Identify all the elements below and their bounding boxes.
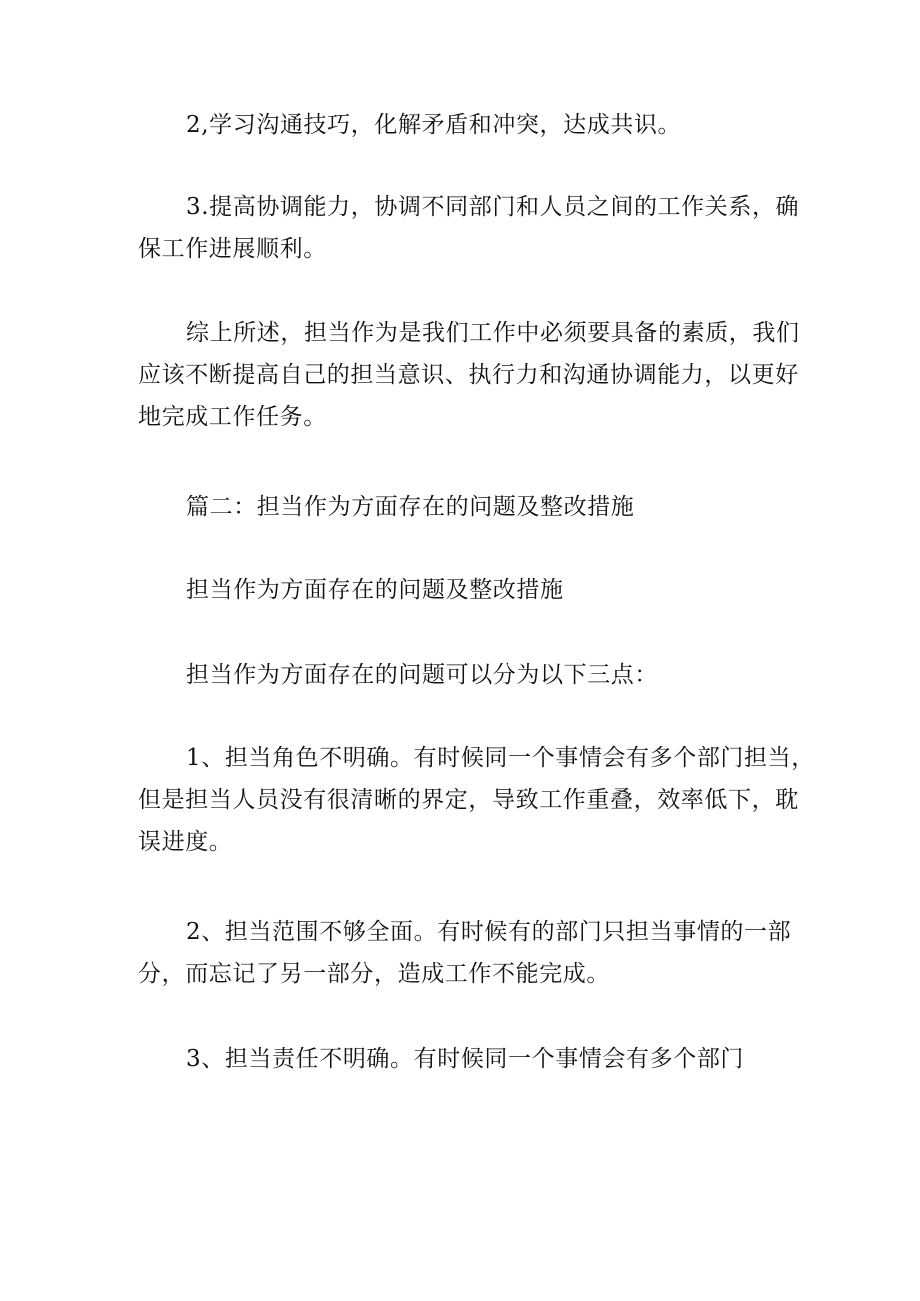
paragraph-line: 但是担当人员没有很清晰的界定，导致工作重叠，效率低下，耽	[138, 787, 799, 813]
paragraph-line: 篇二：担当作为方面存在的问题及整改措施	[186, 494, 635, 520]
paragraph-line: 2,学习沟通技巧，化解矛盾和冲突，达成共识。	[186, 112, 682, 138]
paragraph-line: 3.提高协调能力，协调不同部门和人员之间的工作关系，确	[186, 194, 800, 220]
section-subtitle	[138, 569, 798, 611]
paragraph-summary	[138, 312, 798, 438]
paragraph-line: 分，而忘记了另一部分，造成工作不能完成。	[138, 961, 610, 987]
paragraph-issue-1	[138, 737, 815, 863]
paragraph-line: 1、担当角色不明确。有时候同一个事情会有多个部门担当，	[186, 745, 815, 771]
paragraph-line: 误进度。	[138, 829, 233, 855]
paragraph-line: 担当作为方面存在的问题及整改措施	[186, 577, 564, 603]
paragraph-line: 2、担当范围不够全面。有时候有的部门只担当事情的一部	[186, 919, 792, 945]
paragraph-item-3	[138, 186, 798, 270]
paragraph-line: 综上所述，担当作为是我们工作中必须要具备的素质，我们	[186, 320, 800, 346]
paragraph-line: 3、担当责任不明确。有时候同一个事情会有多个部门	[186, 1046, 745, 1072]
section-heading	[138, 486, 798, 528]
paragraph-intro	[138, 654, 798, 696]
paragraph-item-2	[138, 104, 798, 146]
paragraph-issue-2	[138, 911, 798, 995]
paragraph-issue-3	[138, 1038, 798, 1080]
paragraph-line: 保工作进展顺利。	[138, 236, 327, 262]
paragraph-line: 担当作为方面存在的问题可以分为以下三点：	[186, 662, 658, 688]
paragraph-line: 应该不断提高自己的担当意识、执行力和沟通协调能力，以更好	[138, 362, 799, 388]
paragraph-line: 地完成工作任务。	[138, 404, 327, 430]
